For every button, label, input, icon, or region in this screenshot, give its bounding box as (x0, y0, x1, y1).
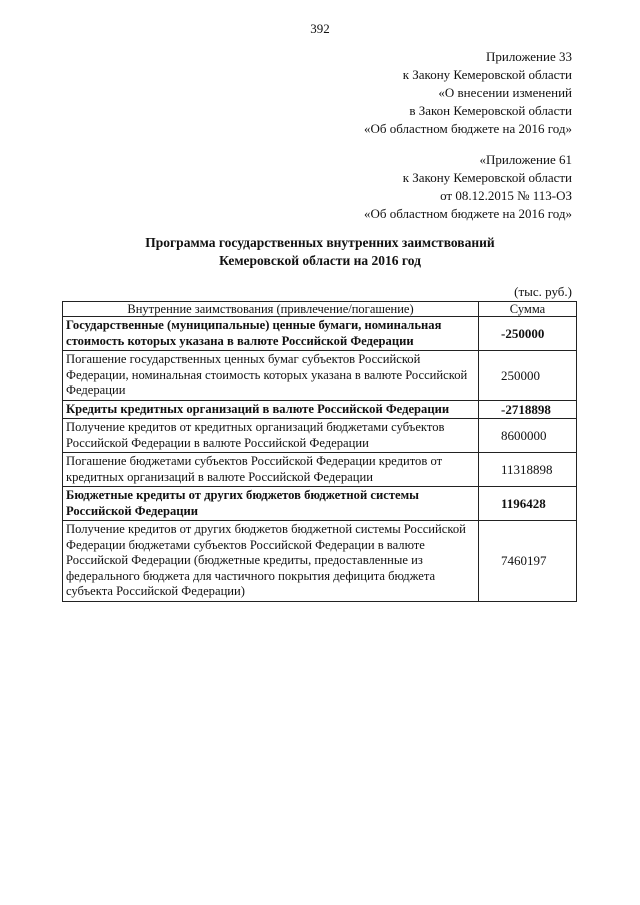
row-name: Кредиты кредитных организаций в валюте Российской Федерации (63, 400, 479, 419)
row-sum: -250000 (479, 317, 577, 351)
row-name: Погашение бюджетами субъектов Российской Федерации кредитов от кредитных организаций в валюте Российской Федерации (63, 453, 479, 487)
row-name: Погашение государственных ценных бумаг субъектов Российской Федерации, номинальная стоимость которых указана в валюте Российской Федерации (63, 351, 479, 401)
row-sum: 1196428 (479, 487, 577, 521)
table-row (63, 419, 577, 453)
annex-original (364, 151, 572, 223)
table-row (63, 487, 577, 521)
annex-header-line: «О внесении изменений (438, 85, 572, 100)
table-header-row (63, 302, 577, 317)
units-label: (тыс. руб.) (514, 284, 572, 299)
annex-header-line: в Закон Кемеровской области (409, 103, 572, 118)
document-title-line: Кемеровской области на 2016 год (219, 253, 421, 268)
row-name: Получение кредитов от других бюджетов бюджетной системы Российской Федерации бюджетами субъектов Российской Федерации в валюте Российской Федерации (бюджетные кредиты, предоставленные из федерального бюджета для частичного покрытия дефицита бюджета субъекта Российской Федерации) (63, 521, 479, 602)
annex-original-line: к Закону Кемеровской области (402, 170, 572, 185)
row-sum: -2718898 (479, 400, 577, 419)
annex-header-line: «Об областном бюджете на 2016 год» (364, 121, 572, 136)
row-name: Получение кредитов от кредитных организаций бюджетами субъектов Российской Федерации в валюте Российской Федерации (63, 419, 479, 453)
annex-original-line: от 08.12.2015 № 113-ОЗ (440, 188, 572, 203)
annex-header-line: Приложение 33 (485, 49, 572, 64)
row-sum: 7460197 (479, 521, 577, 602)
document-title-line: Программа государственных внутренних заимствований (145, 235, 495, 250)
row-sum: 11318898 (479, 453, 577, 487)
table-row (63, 351, 577, 401)
table-row (63, 317, 577, 351)
table-row (63, 400, 577, 419)
annex-original-line: «Приложение 61 (479, 152, 572, 167)
borrowings-table (62, 301, 577, 602)
row-sum: 250000 (479, 351, 577, 401)
column-header-name: Внутренние заимствования (привлечение/погашение) (63, 302, 479, 317)
row-name: Бюджетные кредиты от других бюджетов бюджетной системы Российской Федерации (63, 487, 479, 521)
column-header-sum: Сумма (479, 302, 577, 317)
annex-original-line: «Об областном бюджете на 2016 год» (364, 206, 572, 221)
annex-header (364, 48, 572, 138)
row-sum: 8600000 (479, 419, 577, 453)
table-row (63, 453, 577, 487)
annex-header-line: к Закону Кемеровской области (402, 67, 572, 82)
page-number: 392 (310, 21, 330, 36)
document-title (0, 234, 640, 270)
table-row (63, 521, 577, 602)
row-name: Государственные (муниципальные) ценные бумаги, номинальная стоимость которых указана в валюте Российской Федерации (63, 317, 479, 351)
